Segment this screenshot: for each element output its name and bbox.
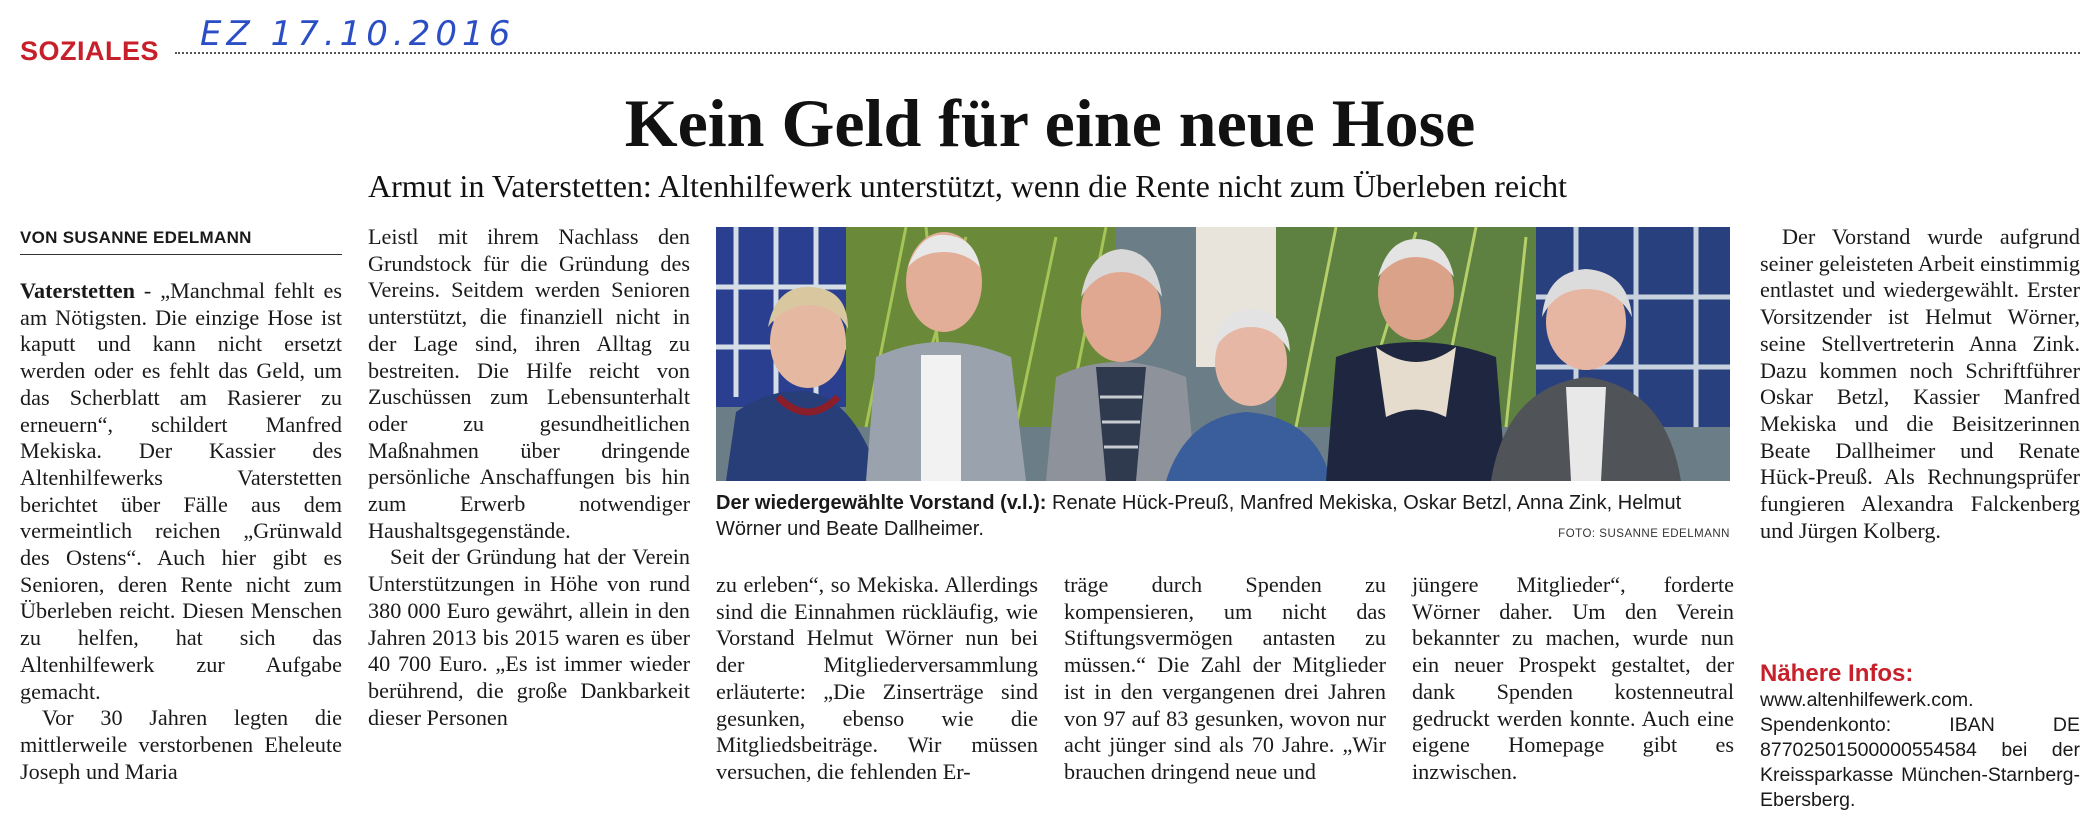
info-box-body: www.altenhilfewerk.com. Spendenkonto: IBAN DE 87702501500000554584 bei der Kreissparkasse München-Starnberg-Ebersberg. xyxy=(1760,689,2080,811)
article-column-6 xyxy=(1760,224,2080,544)
paragraph-text: zu erleben“, so Mekiska. Allerdings sind die Einnahmen rückläufig, wie Vorstand Helmut Wörner nun bei der Mitgliederversammlung erläuterte: „Die Zinserträge sind gesunken, ebenso wie die Mitgliedsbeiträge. Wir müssen versuchen, die fehlenden Er- xyxy=(716,572,1038,784)
paragraph-text: - „Manchmal fehlt es am Nötigsten. Die einzige Hose ist kaputt und kann nicht ersetzt werden oder es fehlt das Geld, um das Scherblatt am Rasierer zu erneuern“, schildert Manfred Mekiska. Der Kassier des Altenhilfewerks Vaterstetten berichtet über Fälle aus dem vermeintlich reichen „Grünwald des Ostens“. Auch hier gibt es Senioren, deren Rente nicht zum Überleben reicht. Diesen Menschen zu helfen, hat sich das Altenhilfewerk zur Aufgabe gemacht. xyxy=(20,278,342,704)
section-divider xyxy=(175,52,2080,54)
photo-credit: FOTO: SUSANNE EDELMANN xyxy=(1558,528,1730,540)
paragraph-text: jüngere Mitglieder“, forderte Wörner daher. Um den Verein bekannter zu machen, wurde nun ein neuer Prospekt gestaltet, der dank Spenden kostenneutral gedruckt werden konnte. Auch eine eigene Homepage gibt es inzwischen. xyxy=(1412,572,1734,784)
article-column-4 xyxy=(1064,572,1386,786)
handwritten-date-note: EZ 17.10.2016 xyxy=(200,14,516,54)
caption-lead: Der wiedergewählte Vorstand (v.l.): xyxy=(716,492,1047,514)
article-column-2 xyxy=(368,224,690,731)
caption-text: Renate Hück-Preuß, Manfred Mekiska, Oskar Betzl, Anna Zink, Helmut Wörner und Beate Dallheimer. xyxy=(716,492,1682,540)
group-photo xyxy=(716,227,1730,481)
paragraph-text: Leistl mit ihrem Nachlass den Grundstock für die Gründung des Vereins. Seitdem werden Senioren unterstützt, die finanziell nicht in der Lage sind, ihren Alltag zu bestreiten. Die Hilfe reicht von Zuschüssen zum Lebensunterhalt oder zu gesundheitlichen Maßnahmen über dringende persönliche Anschaffungen bis hin zum Erwerb notwendiger Haushaltsgegenstände. xyxy=(368,224,690,543)
dateline-place: Vaterstetten xyxy=(20,278,135,303)
paragraph-text: Seit der Gründung hat der Verein Unterstützungen in Höhe von rund 380 000 Euro gewährt, allein in den Jahren 2013 bis 2015 waren es über 40 700 Euro. „Es ist immer wieder berührend, die große Dankbarkeit dieser Personen xyxy=(368,544,690,730)
byline: VON SUSANNE EDELMANN xyxy=(20,228,342,255)
article-column-3 xyxy=(716,572,1038,786)
article-headline: Kein Geld für eine neue Hose xyxy=(624,85,1476,161)
paragraph-text: träge durch Spenden zu kompensieren, um nicht das Stiftungsvermögen antasten zu müssen.“ Die Zahl der Mitglieder ist in den vergangenen drei Jahren von 97 auf 83 gesunken, wovon nur acht jünger sind als 70 Jahre. „Wir brauchen dringend neue und xyxy=(1064,572,1386,784)
paragraph-text: Der Vorstand wurde aufgrund seiner geleisteten Arbeit einstimmig entlastet und wiedergewählt. Erster Vorsitzender ist Helmut Wörner, seine Stellvertreterin Anna Zink. Dazu kommen noch Schriftführer Oskar Betzl, Kassier Manfred Mekiska und die Beisitzerinnen Beate Dallheimer und Renate Hück-Preuß. Als Rechnungsprüfer fungieren Alexandra Falckenberg und Jürgen Kolberg. xyxy=(1760,224,2080,543)
article-column-1 xyxy=(20,278,342,785)
article-column-5 xyxy=(1412,572,1734,786)
paragraph-text: Vor 30 Jahren legten die mittlerweile verstorbenen Eheleute Joseph und Maria xyxy=(20,705,342,784)
section-label: SOZIALES xyxy=(20,36,160,66)
article-subheadline: Armut in Vaterstetten: Altenhilfewerk unterstützt, wenn die Rente nicht zum Überleben reicht xyxy=(368,168,1568,204)
info-box-heading: Nähere Infos: xyxy=(1760,660,1914,687)
